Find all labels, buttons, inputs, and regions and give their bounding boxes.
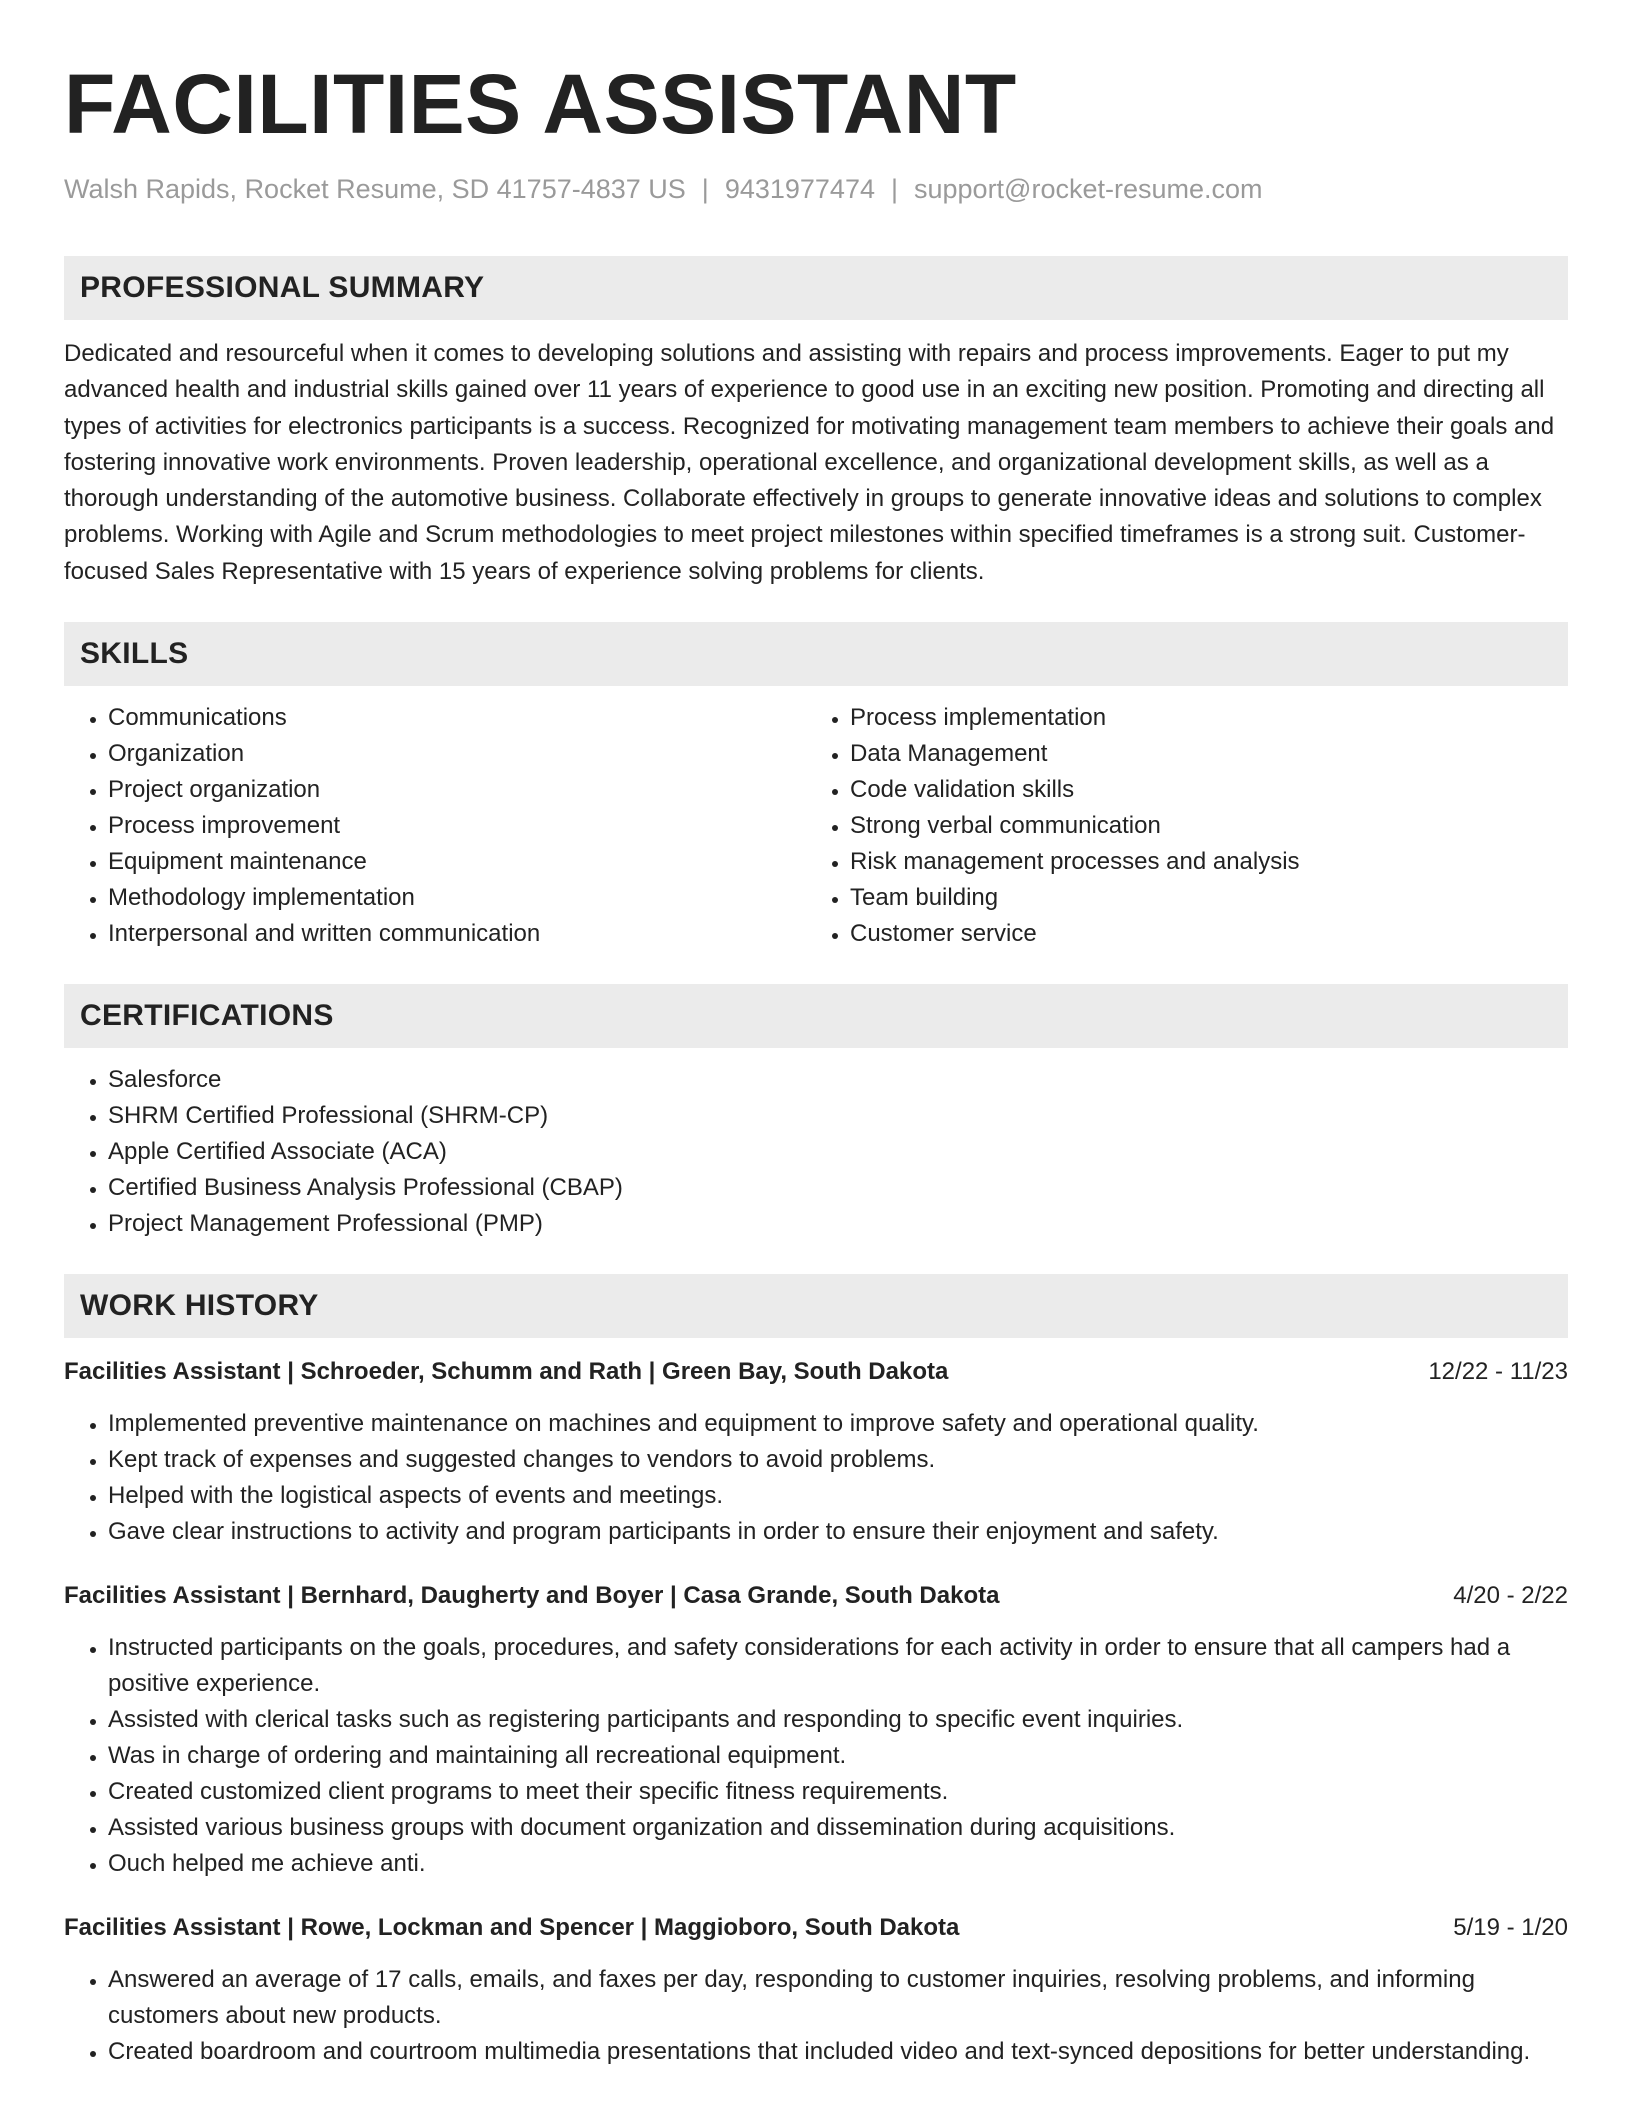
contact-phone: 9431977474 xyxy=(724,174,875,204)
resume-page xyxy=(64,0,1568,2070)
contact-separator: | xyxy=(890,174,898,204)
job-bullet: • Implemented preventive maintenance on machines and equipment to improve safety and operational quality. xyxy=(108,1406,1568,1442)
skill-item: • Organization xyxy=(108,736,806,772)
job-dates: 12/22 - 11/23 xyxy=(1428,1358,1568,1386)
job-heading-row xyxy=(64,1578,1568,1614)
job-dates: 5/19 - 1/20 xyxy=(1453,1914,1568,1942)
skills-list-left xyxy=(64,700,806,952)
job-title: Facilities Assistant | Schroeder, Schumm and Rath | Green Bay, South Dakota xyxy=(64,1358,949,1386)
job-bullet: • Assisted with clerical tasks such as registering participants and responding to specific event inquiries. xyxy=(108,1702,1568,1738)
job-bullets xyxy=(64,1962,1568,2070)
job-bullet: • Gave clear instructions to activity and program participants in order to ensure their enjoyment and safety. xyxy=(108,1514,1568,1550)
contact-address: Walsh Rapids, Rocket Resume, SD 41757-4837 US xyxy=(64,174,686,204)
job-bullets xyxy=(64,1406,1568,1550)
job-title: Facilities Assistant | Bernhard, Daugherty and Boyer | Casa Grande, South Dakota xyxy=(64,1582,1000,1610)
job-heading-row xyxy=(64,1910,1568,1946)
job-bullet: • Created customized client programs to meet their specific fitness requirements. xyxy=(108,1774,1568,1810)
contact-line xyxy=(64,172,1568,206)
job-bullet: • Ouch helped me achieve anti. xyxy=(108,1846,1568,1882)
certifications-list xyxy=(64,1062,1568,1242)
job-heading-row xyxy=(64,1354,1568,1390)
skill-item: • Strong verbal communication xyxy=(850,808,1548,844)
job-entry xyxy=(64,1578,1568,1882)
skills-list-right xyxy=(806,700,1548,952)
skill-item: • Team building xyxy=(850,880,1548,916)
skill-item: • Code validation skills xyxy=(850,772,1548,808)
job-bullet: • Answered an average of 17 calls, emails, and faxes per day, responding to customer inquiries, resolving problems, and informing customers about new products. xyxy=(108,1962,1568,2034)
job-bullet: • Assisted various business groups with document organization and dissemination during acquisitions. xyxy=(108,1810,1568,1846)
job-bullet: • Kept track of expenses and suggested changes to vendors to avoid problems. xyxy=(108,1442,1568,1478)
certification-item: • Certified Business Analysis Professional (CBAP) xyxy=(108,1170,1568,1206)
skill-item: • Communications xyxy=(108,700,806,736)
certification-item: • Salesforce xyxy=(108,1062,1568,1098)
contact-email: support@rocket-resume.com xyxy=(914,174,1263,204)
skill-item: • Interpersonal and written communication xyxy=(108,916,806,952)
job-bullet: • Created boardroom and courtroom multimedia presentations that included video and text-synced depositions for better understanding. xyxy=(108,2034,1568,2070)
job-bullet: • Was in charge of ordering and maintaining all recreational equipment. xyxy=(108,1738,1568,1774)
section-header-summary: PROFESSIONAL SUMMARY xyxy=(64,256,1568,320)
skills-columns xyxy=(64,700,1568,952)
job-title: Facilities Assistant | Rowe, Lockman and Spencer | Maggioboro, South Dakota xyxy=(64,1914,960,1942)
job-entry xyxy=(64,1910,1568,2070)
skill-item: • Data Management xyxy=(850,736,1548,772)
certification-item: • Project Management Professional (PMP) xyxy=(108,1206,1568,1242)
certification-item: • SHRM Certified Professional (SHRM-CP) xyxy=(108,1098,1568,1134)
job-bullets xyxy=(64,1630,1568,1882)
contact-separator: | xyxy=(701,174,709,204)
section-header-skills: SKILLS xyxy=(64,622,1568,686)
candidate-name: FACILITIES ASSISTANT xyxy=(64,57,1017,151)
section-header-work-history: WORK HISTORY xyxy=(64,1274,1568,1338)
summary-text: Dedicated and resourceful when it comes to developing solutions and assisting with repairs and process improvements. Eager to put my advanced health and industrial skills gained over 11 years of experience to good use in an exciting new position. Promoting and directing all types of activities for electronics participants is a success. Recognized for motivating management team members to achieve their goals and fostering innovative work environments. Proven leadership, operational excellence, and organizational development skills, as well as a thorough understanding of the automotive business. Collaborate effectively in groups to generate innovative ideas and solutions to complex problems. Working with Agile and Scrum methodologies to meet project milestones within specified timeframes is a strong suit. Customer-focused Sales Representative with 15 years of experience solving problems for clients. xyxy=(64,340,1555,585)
certification-item: • Apple Certified Associate (ACA) xyxy=(108,1134,1568,1170)
skill-item: • Process implementation xyxy=(850,700,1548,736)
skill-item: • Risk management processes and analysis xyxy=(850,844,1548,880)
job-bullet: • Instructed participants on the goals, procedures, and safety considerations for each activity in order to ensure that all campers had a positive experience. xyxy=(108,1630,1568,1702)
job-entry xyxy=(64,1354,1568,1550)
skill-item: • Methodology implementation xyxy=(108,880,806,916)
job-bullet: • Helped with the logistical aspects of events and meetings. xyxy=(108,1478,1568,1514)
skill-item: • Process improvement xyxy=(108,808,806,844)
skill-item: • Equipment maintenance xyxy=(108,844,806,880)
skill-item: • Project organization xyxy=(108,772,806,808)
section-header-certifications: CERTIFICATIONS xyxy=(64,984,1568,1048)
job-dates: 4/20 - 2/22 xyxy=(1453,1582,1568,1610)
skill-item: • Customer service xyxy=(850,916,1548,952)
